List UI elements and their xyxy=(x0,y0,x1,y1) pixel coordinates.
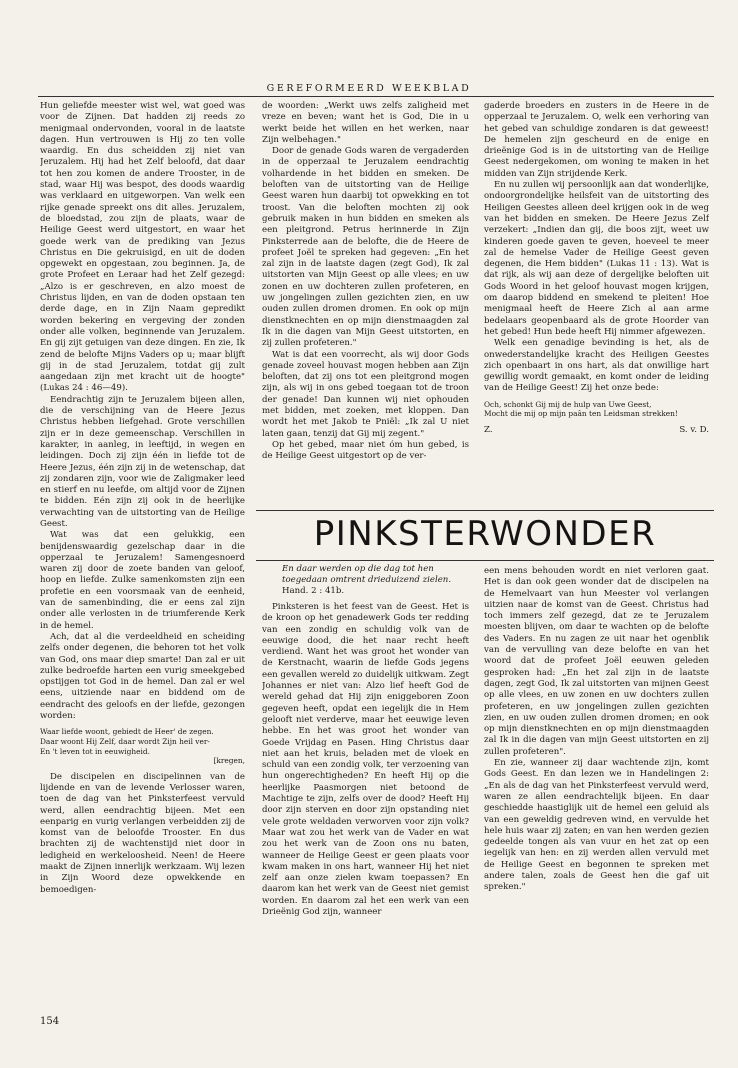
column-4 xyxy=(262,602,469,1020)
paragraph: Eendrachtig zijn te Jeruzalem bijeen allen, die de verschijning van de Heere Jezus Christus hebben liefgehad. Grote verschillen zijn er in deze gemeenschap. Verschillen in karakter, in aanleg, in leeftijd, in wegen en leidingen. Doch zij zijn één in liefde tot de Heere Jezus, één zijn zij in de wetenschap, dat zij zondaren zijn, voor wie de Zaligmaker leed en stierf en nu leefde, om altijd voor de Zijnen te bidden. Eén zijn zij ook in de heerlijke verwachting van de uitstorting van de Heilige Geest. xyxy=(40,394,245,529)
page-number: 154 xyxy=(40,1016,60,1027)
paragraph: Ach, dat al die verdeeldheid en scheiding zelfs onder degenen, die behoren tot het volk van God, ons maar diep smarte! Dan zal er uit zulke bedroefde harten een vurig smeekgebed opstijgen tot God in de hemel. Dan zal er wel eens, uitziende naar en biddend om de eendracht des geloofs en der liefde, gezongen worden: xyxy=(40,631,245,722)
poem-quote xyxy=(484,400,709,419)
article-title: PINKSTERWONDER xyxy=(313,514,657,554)
paragraph: Welk een genadige bevinding is het, als de onwederstandelijke kracht des Heiligen Geestes zich openbaart in ons hart, als dat onwillige hart gewillig wordt gemaakt, en komt onder de leiding van de Heilige Geest! Zij het onze bede: xyxy=(484,338,709,394)
paragraph: En nu zullen wij persoonlijk aan dat wonderlijke, ondoorgrondelijke heilsfeit van de uitstorting des Heiligen Geestes alleen deel krijgen ook in de weg van het bidden en smeken. De Heere Jezus Zelf verzekert: „Indien dan gij, die boos zijt, weet uw kinderen goede gaven te geven, hoeveel te meer zal de hemelse Vader de Heilige Geest geven degenen, die Hem bidden" (Lukas 11 : 13). Wat is dat rijk, als wij aan deze of dergelijke beloften uit Gods Woord in het geloof houvast mogen krijgen, om daarop biddend en smekend te pleiten! Hoe menigmaal heeft de Heere Zich al aan arme bedelaars geopenbaard als de grote Hoorder van het gebed! Hun bede heeft Hij nimmer afgewezen. xyxy=(484,180,709,337)
epigraph xyxy=(282,564,466,597)
running-header: GEREFORMEERD WEEKBLAD xyxy=(266,83,472,94)
paragraph: Pinksteren is het feest van de Geest. Het is de kroon op het genadewerk Gods ter redding van een zondig en schuldig volk van de eeuwige dood, die het naar recht heeft verdiend. Want het was groot het wonder van de Kerstnacht, waarin de liefde Gods jegens een gevallen wereld zo duidelijk uitkwam. Zegt Johannes er niet van: Alzo lief heeft God de wereld gehad dat Hij zijn eniggeboren Zoon gegeven heeft, opdat een iegelijk die in Hem gelooft niet verderve, maar het eeuwige leven hebbe. En het was groot het wonder van Goede Vrijdag en Pasen. Hing Christus daar niet aan het kruis, beladen met de vloek en schuld van een zondig volk, ter verzoening van hun ongerechtigheden? En heeft Hij op die heerlijke Paasmorgen niet betoond de Machtige te zijn, zelfs over de dood? Heeft Hij door zijn sterven en door zijn opstanding niet vele grote weldaden verworven voor zijn volk? Maar wat zou het werk van de Vader en wat zou het werk van de Zoon ons nu baten, wanneer de Heilige Geest er geen plaats voor kwam maken in ons hart, wanneer Hij het niet zelf aan onze zielen kwam toepassen? En daarom kan het werk van de Geest niet gemist worden. En daarom zal het een werk van een Drieënig God zijn, wanneer xyxy=(262,602,469,918)
signature-left: Z. xyxy=(484,424,493,435)
epigraph-text: En daar werden op die dag tot hen toegedaan omtrent drieduizend zielen. xyxy=(282,564,452,585)
title-rule-top xyxy=(256,510,714,511)
header-rule xyxy=(38,96,714,97)
poem-line: Och, schonkt Gij mij de hulp van Uwe Geest, xyxy=(484,399,652,409)
column-5 xyxy=(484,566,709,1020)
paragraph: gaderde broeders en zusters in de Heere in de opperzaal te Jeruzalem. O, welk een verhoring van het gebed van schuldige zondaren is dat geweest! De hemelen zijn gescheurd en de enige en drieënige God is in de uitstorting van de Heilige Geest nedergekomen, om woning te maken in het midden van Zijn strijdende Kerk. xyxy=(484,101,709,179)
paragraph: En zie, wanneer zij daar wachtende zijn, komt Gods Geest. En dan lezen we in Handelingen 2: „En als de dag van het Pinksterfeest vervuld werd, waren ze allen eendrachtelijk bijeen. En daar geschiedde haastiglijk uit de hemel een geluid als van een geweldig gedreven wind, en vervulde het hele huis waar zij zaten; en van hen werden gezien gedeelde tongen als van vuur en het zat op een iegelijk van hen: en zij werden allen vervuld met de Heilige Geest en begonnen te spreken met andere talen, zoals de Geest hen die gaf uit spreken." xyxy=(484,758,709,893)
column-2 xyxy=(262,101,469,503)
poem-quote xyxy=(40,727,245,765)
paragraph: Door de genade Gods waren de vergaderden in de opperzaal te Jeruzalem eendrachtig volhardende in het bidden en smeken. De beloften van de uitstorting van de Heilige Geest waren hun daarbij tot opwekking en tot troost. Van die beloften mochten zij ook gebruik maken in hun bidden en smeken als een pleitgrond. Petrus herinnerde in Zijn Pinksterrede aan de belofte, die de Heere de profeet Joël te spreken had gegeven: „En het zal zijn in de laatste dagen (zegt God), Ik zal uitstorten van Mijn Geest op alle vlees; en uw zonen en uw dochteren zullen profeteren, en uw jongelingen zullen gezichten zien, en uw ouden zullen dromen dromen. En ook op mijn dienstknechten en op mijn dienstmaagden zal Ik in die dagen van Mijn Geest uitstorten, en zij zullen profeteren." xyxy=(262,146,469,349)
paragraph: Hun geliefde meester wist wel, wat goed was voor de Zijnen. Dat hadden zij reeds zo menigmaal ondervonden, vooral in de laatste dagen. Hun vertrouwen is Hij zo ten volle waardig. En dus scheidden zij niet van Jeruzalem. Hij had het Zelf beloofd, dat daar tot hen zou komen de andere Trooster, in de stad, waar Hij was bespot, des doods waardig was verklaard en uitgeworpen. Van welk een rijke genade spreekt ons dit alles. Jeruzalem, de bloedstad, zou zijn de plaats, waar de Heilige Geest werd uitgestort, en waar het goede werk van de prediking van Jezus Christus en Die gekruisigd, en uit de doden opgewekt en opgestaan, zou beginnen. Ja, de grote Profeet en Leraar had het Zelf gezegd: „Alzo is er geschreven, en alzo moest de Christus lijden, en van de doden opstaan ten derde dage, en in Zijn Naam gepredikt worden bekering en vergeving der zonden onder alle volken, beginnende van Jeruzalem. En gij zijt getuigen van deze dingen. En zie, Ik zend de belofte Mijns Vaders op u; maar blijft gij in de stad Jeruzalem, totdat gij zult aangedaan zijn met kracht uit de hoogte" (Lukas 24 : 46—49). xyxy=(40,101,245,394)
paragraph: Op het gebed, maar niet óm hun gebed, is de Heilige Geest uitgestort op de ver- xyxy=(262,439,469,462)
poem-line: [kregen, xyxy=(213,756,245,766)
epigraph-reference: Hand. 2 : 41b. xyxy=(282,586,345,596)
paragraph: De discipelen en discipelinnen van de lijdende en van de levende Verlosser waren, toen de dag van het Pinksterfeest vervuld werd, allen eendrachtig bijeen. Met een eenparig en vurig verlangen verbeidden zij de komst van de beloofde Trooster. En dus brachten zij de wachtenstijd niet door in ledigheid en werkeloosheid. Neen! de Heere maakt de Zijnen innerlijk werkzaam. Wij lezen in Zijn Woord deze opwekkende en bemoedigen- xyxy=(40,771,245,895)
poem-line: Waar liefde woont, gebiedt de Heer' de zegen. xyxy=(40,727,214,737)
poem-line: Mocht die mij op mijn paân ten Leidsman strekken! xyxy=(484,409,678,419)
paragraph: Wat is dat een voorrecht, als wij door Gods genade zoveel houvast mogen hebben aan Zijn beloften, dat zij ons tot een pleitgrond mogen zijn, als wij in ons gebed toegaan tot de troon der genade! Dan kunnen wij niet ophouden met bidden, met zoeken, met kloppen. Dan wordt het met Jakob te Pniël: „Ik zal U niet laten gaan, tenzij dat Gij mij zegent." xyxy=(262,349,469,439)
signature xyxy=(484,425,709,436)
paragraph: de woorden: „Werkt uws zelfs zaligheid met vreze en beven; want het is God, Die in u werkt beide het willen en het werken, naar Zijn welbehagen." xyxy=(262,101,469,145)
column-3 xyxy=(484,101,709,503)
title-rule-bottom xyxy=(256,560,714,561)
poem-line: En 't leven tot in eeuwigheid. xyxy=(40,746,150,756)
paragraph: Wat was dat een gelukkig, een benijdenswaardig gezelschap daar in die opperzaal te Jeruzalem! Samengesnoerd waren zij door de zoete banden van geloof, hoop en liefde. Zulke samenkomsten zijn een profetie en een voorsmaak van de eenheid, van de samenbinding, die er eens zal zijn onder alle verlosten in de triumferende Kerk in de hemel. xyxy=(40,530,245,631)
poem-line: Daar woont Hij Zelf, daar wordt Zijn heil ver- xyxy=(40,736,210,746)
paragraph: een mens behouden wordt en niet verloren gaat. Het is dan ook geen wonder dat de discipelen na de Hemelvaart van hun Meester vol verlangen uitzien naar de komst van de Geest. Christus had toch immers zelf gezegd, dat ze te Jeruzalem moesten blijven, om daar te wachten op de belofte des Vaders. En nu zagen ze uit naar het ogenblik van de vervulling van deze belofte en van het woord dat de profeet Joël eeuwen geleden gesproken had: „En het zal zijn in de laatste dagen, zegt God, Ik zal uitstorten van mijnen Geest op alle vlees, en uw zonen en uw dochters zullen profeteren, en uw jongelingen zullen gezichten zien, en uw ouden zullen dromen dromen; en ook op mijn dienstknechten en op mijn dienstmaagden zal Ik in die dagen van mijn Geest uitstorten en zij zullen profeteren". xyxy=(484,566,709,757)
signature-right: S. v. D. xyxy=(679,424,709,435)
column-1 xyxy=(40,101,245,1021)
